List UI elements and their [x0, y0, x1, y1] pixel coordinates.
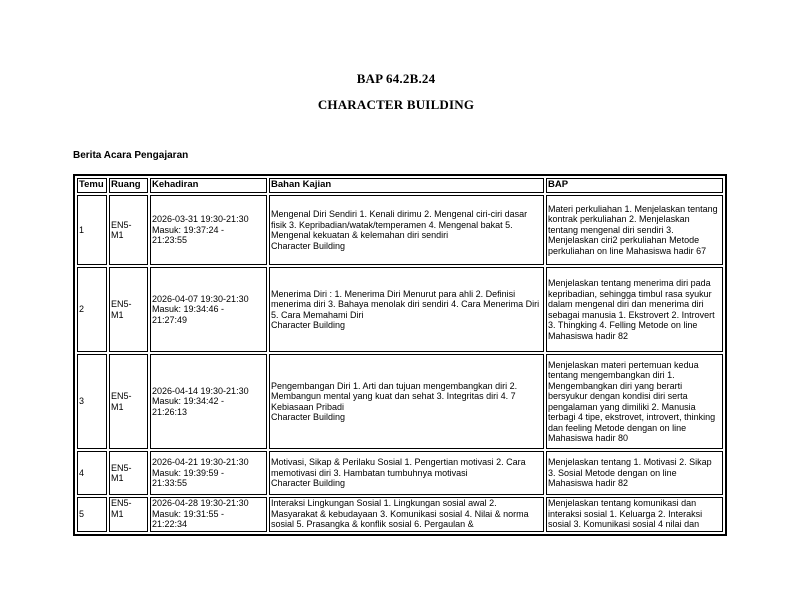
cell-ruang [109, 497, 148, 532]
table-row [77, 354, 723, 449]
bap-text: Menjelaskan materi pertemuan kedua tentang mengembangkan diri 1. Mengembangkan diri yang berarti bersyukur dengan kondisi diri serta pengalaman yang dimiliki 2. Manusia terbagi 4 tipe, ekstrovet, introvert, thinking dan feeling Metode dengan on line Mahasiswa hadir 80 [548, 359, 716, 443]
section-title: Berita Acara Pengajaran [73, 150, 189, 161]
teaching-record-table [73, 174, 727, 536]
kehadiran-value: 2026-04-14 19:30-21:30 Masuk: 19:34:42 - 21:26:13 [152, 385, 249, 417]
bahan-kajian-text: Motivasi, Sikap & Perilaku Sosial 1. Pengertian motivasi 2. Cara memotivasi diri 3. Hambatan tumbuhnya motivasi [271, 457, 526, 478]
bahan-kajian-text: Mengenal Diri Sendiri 1. Kenali dirimu 2. Mengenal ciri-ciri dasar fisik 3. Kepribadian/watak/temperamen 4. Mengenal bakat 5. Mengenal kekuatan & kelemahan diri sendiri [271, 209, 528, 240]
ruang-value: EN5- M1 [111, 462, 132, 483]
ruang-value: EN5- M1 [111, 498, 132, 519]
cell-temu [77, 497, 107, 532]
column-header-kehadiran: Kehadiran [150, 178, 267, 193]
cell-bahan-kajian [269, 451, 544, 495]
bahan-kajian-course: Character Building [271, 412, 346, 422]
cell-ruang [109, 354, 148, 449]
course-title: CHARACTER BUILDING [317, 97, 475, 112]
cell-bap [546, 354, 723, 449]
column-header-temu: Temu [77, 178, 107, 193]
cell-temu [77, 195, 107, 265]
cell-bahan-kajian [269, 354, 544, 449]
kehadiran-value: 2026-03-31 19:30-21:30 Masuk: 19:37:24 - 21:23:55 [152, 214, 249, 246]
kehadiran-value: 2026-04-07 19:30-21:30 Masuk: 19:34:46 - 21:27:49 [152, 293, 249, 325]
temu-value: 5 [79, 509, 85, 520]
cell-bahan-kajian [269, 195, 544, 265]
bahan-kajian-course: Character Building [271, 240, 346, 251]
ruang-value: EN5- M1 [111, 299, 132, 320]
cell-ruang [109, 451, 148, 495]
cell-ruang [109, 267, 148, 352]
cell-bap [546, 267, 723, 352]
cell-ruang [109, 195, 148, 265]
bahan-kajian-text: Pengembangan Diri 1. Arti dan tujuan mengembangkan diri 2. Membangun mental yang kuat dan sehat 3. Integritas diri 4. 7 Kebiasaan Pribadi [271, 380, 518, 412]
temu-value: 2 [79, 304, 85, 315]
ruang-value: EN5- M1 [111, 391, 132, 412]
cell-bap [546, 195, 723, 265]
table-row [77, 497, 723, 532]
table-row [77, 195, 723, 265]
cell-bap [546, 451, 723, 495]
bahan-kajian-course: Character Building [271, 320, 346, 330]
bap-text: Materi perkuliahan 1. Menjelaskan tentang kontrak perkuliahan 2. Menjelaskan tentang mengenal diri sendiri 3. Menjelaskan ciri2 perkuliahan Metode perkuliahan on line Mahasiswa hadir 67 [548, 203, 718, 256]
temu-value: 3 [79, 396, 85, 407]
cell-bahan-kajian [269, 267, 544, 352]
temu-value: 1 [79, 224, 85, 235]
cell-kehadiran [150, 451, 267, 495]
bap-text: Menjelaskan tentang 1. Motivasi 2. Sikap 3. Sosial Metode dengan on line Mahasiswa hadir 82 [548, 457, 712, 489]
kehadiran-value: 2026-04-21 19:30-21:30 Masuk: 19:39:59 - 21:33:55 [152, 457, 249, 489]
column-header-bap: BAP [546, 178, 723, 193]
cell-temu [77, 451, 107, 495]
cell-temu [77, 354, 107, 449]
bahan-kajian-text: Menerima Diri : 1. Menerima Diri Menurut para ahli 2. Definisi menerima diri 3. Bahaya menolak diri sendiri 4. Cara Menerima Diri 5. Cara Memahami Diri [271, 288, 540, 320]
ruang-value: EN5- M1 [111, 219, 132, 240]
bahan-kajian-text: Interaksi Lingkungan Sosial 1. Lingkungan sosial awal 2. Masyarakat & kebudayaan 3. Komunikasi sosial 4. Nilai & norma sosial 5. Prasangka & konflik sosial 6. Pergaulan & [271, 498, 529, 529]
cell-kehadiran [150, 267, 267, 352]
bap-text: Menjelaskan tentang menerima diri pada kepribadian, sehingga timbul rasa syukur dalam mengenal diri dan menerima diri sebagai manusia 1. Ekstrovert 2. Introvert 3. Thingking 4. Felling Metode on line Mahasiswa hadir 82 [548, 278, 715, 341]
bap-text: Menjelaskan tentang komunikasi dan interaksi sosial 1. Keluarga 2. Interaksi sosial 3. Komunikasi sosial 4 nilai dan [548, 498, 703, 529]
table-row [77, 451, 723, 495]
document-code-title: BAP 64.2B.24 [356, 71, 436, 86]
cell-kehadiran [150, 497, 267, 532]
column-header-bahan-kajian: Bahan Kajian [269, 178, 544, 193]
bahan-kajian-course: Character Building [271, 478, 346, 489]
cell-bap [546, 497, 723, 532]
temu-value: 4 [79, 467, 85, 478]
column-header-ruang: Ruang [109, 178, 148, 193]
table-row [77, 267, 723, 352]
cell-temu [77, 267, 107, 352]
cell-bahan-kajian [269, 497, 544, 532]
cell-kehadiran [150, 195, 267, 265]
kehadiran-value: 2026-04-28 19:30-21:30 Masuk: 19:31:55 - 21:22:34 [152, 498, 249, 529]
cell-kehadiran [150, 354, 267, 449]
table-header-row [77, 178, 723, 193]
